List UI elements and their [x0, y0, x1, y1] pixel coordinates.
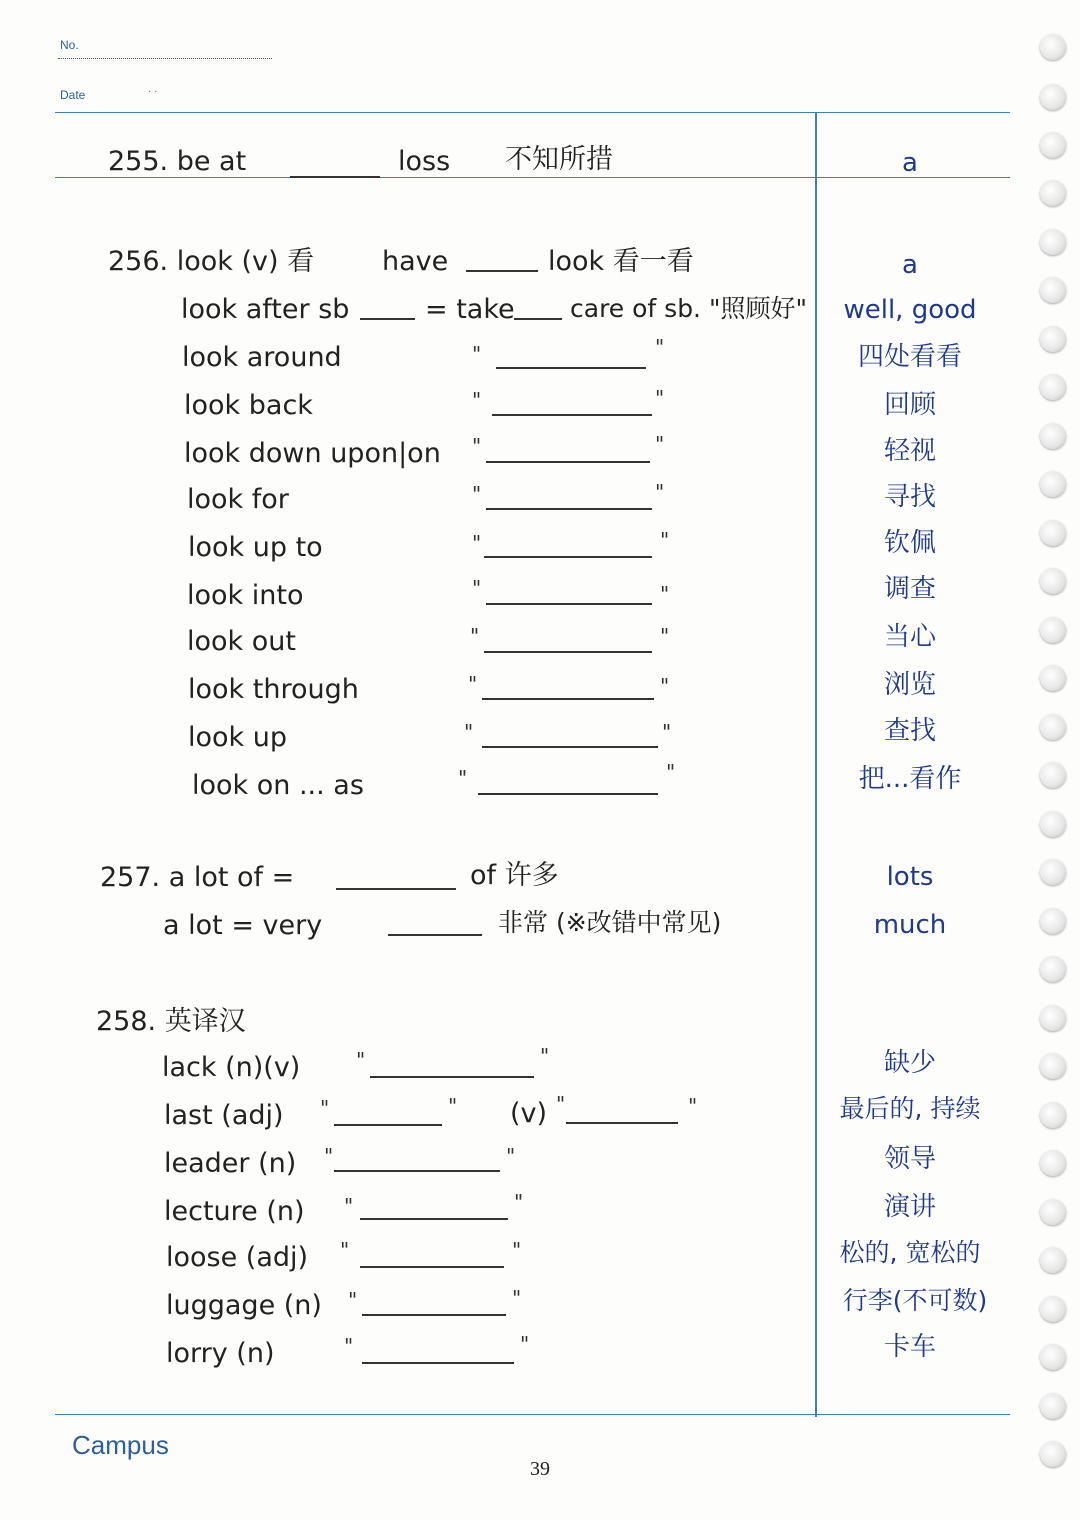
- item-255-loss: loss: [398, 146, 451, 177]
- answer-lack: 缺少: [883, 1048, 936, 1078]
- blank-last-v: [566, 1122, 678, 1124]
- phrase-look-up-to: look up to: [188, 532, 323, 563]
- binding-ring: [1040, 1102, 1066, 1128]
- word-lorry: lorry (n): [166, 1338, 275, 1369]
- blank-look-back: [492, 414, 652, 416]
- binding-ring: [1040, 1296, 1066, 1322]
- item-256-blank-1: [466, 270, 538, 272]
- binding-ring: [1040, 520, 1066, 546]
- binding-ring: [1040, 762, 1066, 788]
- answer-last: 最后的, 持续: [839, 1094, 981, 1123]
- item-257-of-many: of 许多: [470, 860, 559, 891]
- binding-ring: [1040, 1441, 1066, 1467]
- binding-ring: [1040, 229, 1066, 255]
- top-rule: [55, 112, 1010, 113]
- item-256-blank-3: [514, 318, 562, 320]
- open-quote: ": [344, 1194, 354, 1218]
- blank-look-up: [482, 746, 658, 748]
- close-quote: ": [660, 674, 670, 698]
- close-quote: ": [662, 720, 672, 744]
- date-dots: · ·: [148, 86, 158, 97]
- blank-loose: [360, 1266, 504, 1268]
- answer-lecture: 演讲: [883, 1192, 936, 1222]
- close-quote: ": [655, 432, 665, 456]
- open-quote: ": [472, 531, 482, 555]
- blank-look-into: [486, 603, 652, 605]
- binding-ring: [1040, 326, 1066, 352]
- close-quote: ": [655, 335, 665, 359]
- answer-look-for: 寻找: [883, 482, 936, 512]
- close-quote: ": [512, 1238, 522, 1262]
- open-quote: ": [344, 1334, 354, 1358]
- word-luggage: luggage (n): [166, 1290, 322, 1321]
- close-quote: ": [520, 1332, 530, 1356]
- item-256-care-of: care of sb. "照顾好": [570, 294, 807, 323]
- item-256-line1: 256. look (v) 看: [108, 246, 315, 277]
- item-256-have: have: [382, 246, 449, 277]
- binding-ring: [1040, 471, 1066, 497]
- phrase-look-on-as: look on ... as: [192, 770, 364, 801]
- binding-ring: [1040, 180, 1066, 206]
- phrase-look-up: look up: [188, 722, 288, 753]
- binding-ring: [1040, 1393, 1066, 1419]
- phrase-look-into: look into: [187, 580, 304, 611]
- item-255-meaning: 不知所措: [505, 144, 613, 175]
- page-number: 39: [530, 1458, 550, 1480]
- bottom-rule: [55, 1414, 1010, 1415]
- open-quote: ": [472, 576, 482, 600]
- binding-ring: [1040, 568, 1066, 594]
- answer-lorry: 卡车: [883, 1332, 936, 1362]
- item-256-blank-2: [360, 318, 415, 320]
- close-quote: ": [506, 1144, 516, 1168]
- blank-look-up-to: [484, 556, 652, 558]
- answer-look-around: 四处看看: [857, 342, 962, 372]
- open-quote: ": [348, 1288, 358, 1312]
- binding-ring: [1040, 665, 1066, 691]
- campus-logo: Campus: [72, 1430, 169, 1460]
- blank-look-out: [484, 651, 652, 653]
- open-quote: ": [340, 1238, 350, 1262]
- binding-ring: [1040, 1247, 1066, 1273]
- close-quote: ": [666, 760, 676, 784]
- no-dotted-line: [58, 58, 272, 59]
- item-257-answer-2: much: [873, 910, 947, 940]
- binding-ring: [1040, 859, 1066, 885]
- open-quote: ": [464, 720, 474, 744]
- answer-look-back: 回顾: [883, 390, 936, 420]
- phrase-look-through: look through: [188, 674, 359, 705]
- rule-255: [55, 177, 1010, 178]
- binding-ring: [1040, 617, 1066, 643]
- blank-lecture: [360, 1218, 508, 1220]
- blank-look-down-upon: [486, 461, 650, 463]
- blank-look-for: [486, 508, 652, 510]
- phrase-look-around: look around: [182, 342, 342, 373]
- open-quote: ": [468, 672, 478, 696]
- answer-look-up-to: 钦佩: [883, 528, 936, 558]
- item-257-blank-2: [388, 934, 482, 936]
- binding-ring: [1040, 277, 1066, 303]
- open-quote: ": [472, 434, 482, 458]
- date-label: Date: [60, 88, 86, 102]
- open-quote: ": [472, 482, 482, 506]
- binding-ring: [1040, 1344, 1066, 1370]
- binding-ring: [1040, 908, 1066, 934]
- item-255-text: 255. be at: [108, 146, 247, 177]
- item-256-answer-1: a: [902, 250, 918, 280]
- answer-leader: 领导: [883, 1144, 936, 1174]
- phrase-look-down-upon: look down upon|on: [184, 438, 441, 469]
- item-255-blank: [290, 176, 380, 178]
- open-quote: ": [556, 1092, 566, 1116]
- word-last-v: (v): [510, 1098, 548, 1129]
- item-257-answer-1: lots: [886, 862, 934, 892]
- binding-ring: [1040, 423, 1066, 449]
- item-256-look-after: look after sb: [181, 294, 350, 325]
- word-leader: leader (n): [164, 1148, 297, 1179]
- close-quote: ": [514, 1190, 524, 1214]
- answer-look-out: 当心: [883, 622, 936, 652]
- item-258-title: 258. 英译汉: [96, 1006, 246, 1037]
- binding-ring: [1040, 714, 1066, 740]
- phrase-look-back: look back: [184, 390, 313, 421]
- item-256-take: = take: [425, 294, 515, 325]
- answer-look-into: 调查: [883, 574, 936, 604]
- close-quote: ": [655, 386, 665, 410]
- open-quote: ": [472, 342, 482, 366]
- blank-look-through: [482, 698, 654, 700]
- answer-look-on-as: 把...看作: [858, 764, 962, 794]
- phrase-look-out: look out: [187, 626, 296, 657]
- blank-lorry: [362, 1362, 514, 1364]
- open-quote: ": [324, 1144, 334, 1168]
- answer-column-divider: [815, 112, 817, 1417]
- word-loose: loose (adj): [166, 1242, 309, 1273]
- binding-ring: [1040, 34, 1066, 60]
- open-quote: ": [356, 1048, 366, 1072]
- item-255-answer: a: [902, 148, 918, 178]
- binding-ring: [1040, 1053, 1066, 1079]
- answer-look-through: 浏览: [883, 670, 936, 700]
- close-quote: ": [448, 1094, 458, 1118]
- close-quote: ": [540, 1044, 550, 1068]
- close-quote: ": [512, 1286, 522, 1310]
- item-256-answer-2: well, good: [843, 295, 977, 325]
- blank-last-adj: [334, 1124, 442, 1126]
- blank-look-around: [496, 367, 646, 369]
- binding-ring: [1040, 1199, 1066, 1225]
- open-quote: ": [320, 1096, 330, 1120]
- answer-luggage: 行李(不可数): [842, 1286, 988, 1315]
- binding-ring: [1040, 956, 1066, 982]
- answer-look-down-upon: 轻视: [883, 436, 936, 466]
- binding-ring: [1040, 374, 1066, 400]
- word-lack: lack (n)(v): [162, 1052, 301, 1083]
- word-lecture: lecture (n): [164, 1196, 305, 1227]
- close-quote: ": [660, 528, 670, 552]
- item-257-line1: 257. a lot of =: [100, 862, 295, 893]
- close-quote: ": [655, 480, 665, 504]
- binding-ring: [1040, 84, 1066, 110]
- open-quote: ": [458, 766, 468, 790]
- close-quote: ": [660, 624, 670, 648]
- binding-ring: [1040, 132, 1066, 158]
- phrase-look-for: look for: [187, 484, 289, 515]
- no-label: No.: [60, 38, 79, 52]
- close-quote: ": [688, 1094, 698, 1118]
- blank-luggage: [362, 1314, 506, 1316]
- binding-ring: [1040, 1150, 1066, 1176]
- open-quote: ": [470, 624, 480, 648]
- blank-lack: [370, 1076, 534, 1078]
- answer-loose: 松的, 宽松的: [839, 1238, 981, 1267]
- item-257-very-note: 非常 (※改错中常见): [498, 908, 722, 937]
- item-256-look-a-look: look 看一看: [548, 246, 694, 277]
- item-257-line2: a lot = very: [163, 910, 323, 941]
- word-last: last (adj): [164, 1100, 284, 1131]
- answer-look-up: 查找: [883, 716, 936, 746]
- open-quote: ": [472, 388, 482, 412]
- binding-ring: [1040, 811, 1066, 837]
- item-257-blank-1: [336, 888, 456, 890]
- binding-ring: [1040, 1005, 1066, 1031]
- close-quote: ": [660, 582, 670, 606]
- blank-look-on-as: [478, 793, 658, 795]
- blank-leader: [334, 1170, 500, 1172]
